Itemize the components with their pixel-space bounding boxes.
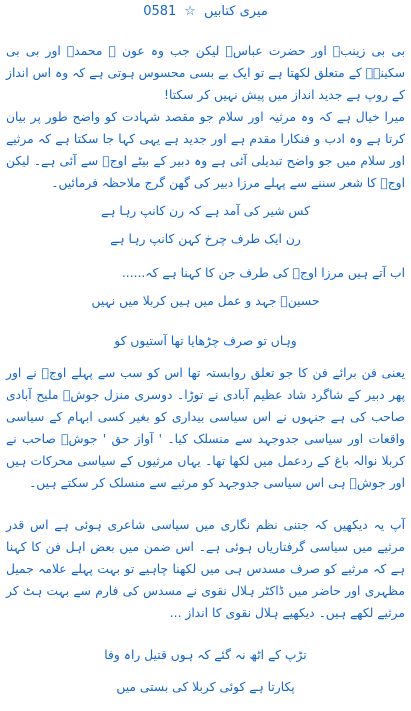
verse-2: رن ایک طرف چرخ کہن کانپ رہا ہے	[110, 232, 301, 246]
star-icon: ☆	[184, 4, 196, 19]
paragraph-1: بی بی زینبؑ اور حضرت عباسؑ لیکن جب وہ عون ؑ محمدؑ اور بی بی سکینہؑ کے متعلق لکھتا ہے تو ایک بے بسی محسوس ہوتی ہے کہ وہ اس انداز کے روپ ہے جدید انداز میں پیش نہیں کر سکتا!	[6, 44, 405, 102]
page-header	[0, 4, 411, 19]
verse-6: پکارتا ہے کوئی کربلا کی بستی میں	[116, 680, 295, 694]
verse-1: کس شیر کی آمد ہے کہ رن کانپ رہا ہے	[101, 204, 310, 218]
paragraph-3: اب آتے ہیں مرزا اوجؔ کی طرف جن کا کہنا ہے کہ......	[121, 266, 405, 280]
verse-3: حسینؑ جہد و عمل میں ہیں کربلا میں نہیں	[91, 294, 320, 308]
paragraph-2: میرا خیال ہے کہ وہ مرثیہ اور سلام جو مقصد شہادت کو واضح طور پر بیان کرتا ہے وہ ادب و فنکارا مقدم ہے اور جدید ہے یہی کہا جا سکتا ہے کہ مرثیے اور سلام میں جو واضح تبدیلی آئی ہے وہ دبیر کے بیٹے اوجؔ سے آئی ہے۔ لیکن اوجؔ کا شعر سننے سے پہلے مرزا دبیر کی گھن گرج ملاحظہ فرمائیں۔	[6, 110, 405, 190]
paragraph-5: آپ یہ دیکھیں کہ جتنی نظم نگاری میں سیاسی شاعری ہوئی ہے اس قدر مرثیے میں سیاسی گرفتاریاں ہوئی ہے۔ اس ضمن میں بعض اہل فن کا کہنا ہے کہ مرثیے کو صرف مسدس ہی میں لکھنا چاہیے تو بہت پہلے علامہ جمیل مظہری اور حاضر میں ڈاکٹر ہلال نقوی نے مسدس کی فارم سے بہت ہٹ کر مرثیے لکھے ہیں۔ دیکھیے ہلال نقوی کا انداز ...	[6, 518, 405, 620]
header-number: 0581	[143, 4, 177, 19]
verse-4: وہاں تو صرف چڑھایا تھا آستیوں کو	[114, 334, 297, 348]
verse-5: تڑپ کے اٹھ نہ گئے کہ ہوں قتیل راہ وفا	[104, 648, 307, 662]
header-title: میری کتابیں	[203, 4, 268, 19]
paragraph-4: یعنی فن برائے فن کا جو تعلق روابستہ تھا اس کو سب سے پہلے اوجؔ نے اور پھر دبیر کے شاگرد شاد عظیم آبادی نے توڑا۔ دوسری منزل جوشؔ ملیح آبادی صاحب کی ہے جنہوں نے اس سیاسی بیداری کو بغیر کسی ابہام کے سیاسی واقعات اور سیاسی جدوجہد سے منسلک کیا۔ ' آواز حق ' جوشؔ صاحب نے کربلا نوالہ باغ کے ردعمل میں لکھا تھا۔ یہاں مرثیوں کے سیاسی محرکات ہیں اور جوشؔ ہی اس سیاسی جدوجہد کو مرثیے سے منسلک کر سکتے ہیں۔	[6, 366, 405, 490]
